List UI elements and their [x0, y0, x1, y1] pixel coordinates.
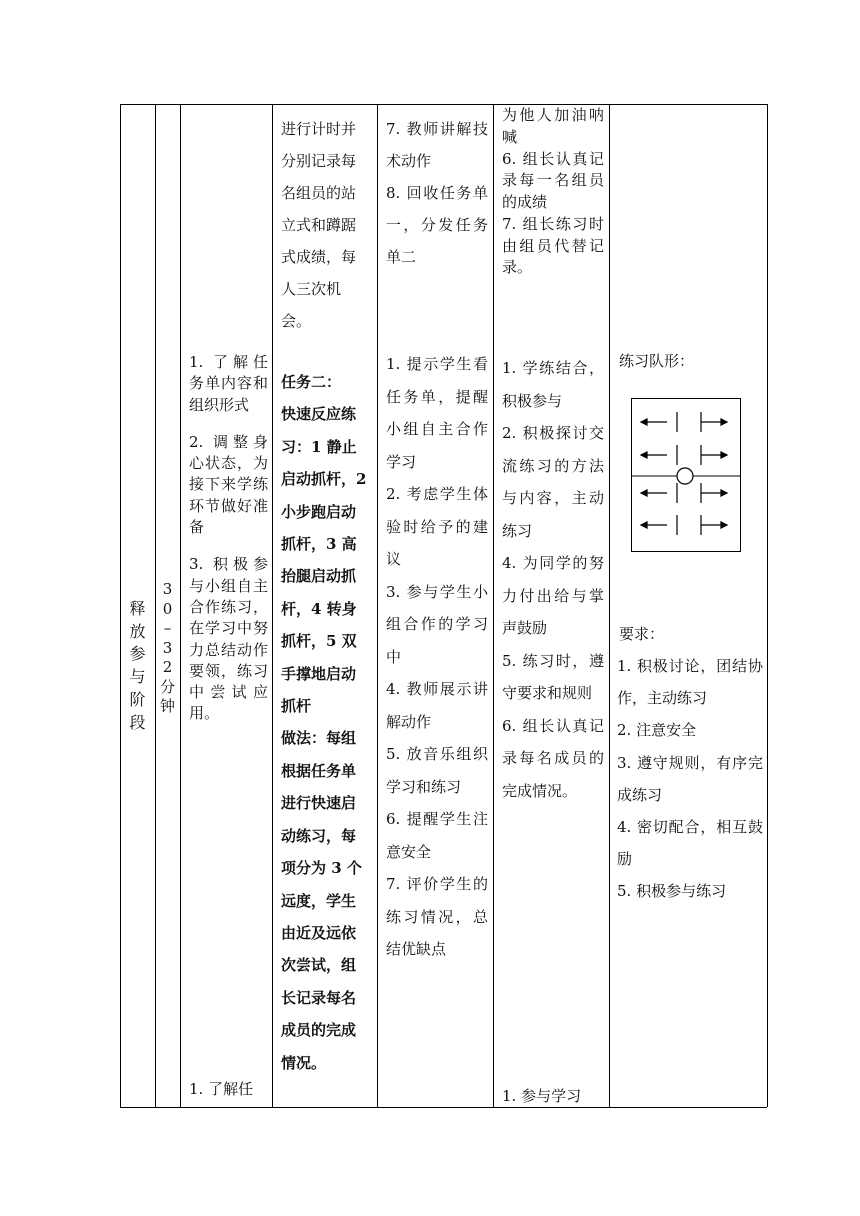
task2-line: 杆，4 转身: [281, 599, 357, 618]
task2-line: 动练习，每: [281, 826, 357, 845]
border-col3: [272, 104, 273, 1107]
content-line: 分别记录每: [281, 152, 357, 170]
student-step: 6. 组长认真记录每名成员的完成情况。: [502, 716, 604, 800]
time-cell: [155, 580, 180, 717]
stage-label-char: 段: [129, 712, 146, 732]
stage-label-char: 阶: [129, 689, 146, 709]
formation-diagram: [631, 398, 741, 552]
formation-label: 练习队形：: [619, 352, 695, 370]
teacher-step: 5. 放音乐组织学习和练习: [386, 745, 488, 796]
goals-cell: [189, 352, 268, 725]
task2-line: 次尝试，组: [281, 956, 357, 975]
task2-line: 根据任务单: [281, 761, 357, 780]
requirement-item: 5. 积极参与练习: [617, 882, 727, 901]
student-main: [502, 352, 604, 807]
task2-line: 成员的完成: [281, 1021, 357, 1040]
goal-item-2: 2. 调整身心状态，为接下来学练环节做好准备: [189, 432, 268, 537]
requirements-list: [617, 650, 763, 908]
requirement-item: 3. 遵守规则，有序完成练习: [617, 753, 763, 804]
task2-line: 由近及远依: [281, 923, 357, 942]
student-step: 1. 学练结合，积极参与: [502, 359, 604, 410]
requirement-item: 4. 密切配合，相互鼓励: [617, 818, 763, 869]
requirements-title: 要求：: [619, 625, 665, 643]
time-label-char: 2: [162, 658, 173, 676]
teacher-step: 7. 教师讲解技术动作: [386, 120, 488, 170]
student-bottom: 1. 参与学习: [502, 1087, 582, 1105]
student-step: 6. 组长认真记录每一名组员的成绩: [502, 149, 604, 211]
border-col2: [180, 104, 181, 1107]
teacher-main: [386, 348, 488, 966]
border-top: [120, 104, 767, 105]
task2-line: 情况。: [281, 1053, 327, 1072]
student-step: 4. 为同学的努力付出给与掌声鼓励: [502, 554, 604, 637]
center-circle: [677, 468, 693, 484]
stage-cell: [120, 598, 155, 734]
task2-line: 习：1 静止: [281, 437, 357, 456]
task2-line: 快速反应练: [281, 405, 357, 424]
stage-label-char: 参: [129, 644, 146, 664]
teacher-top: [386, 113, 488, 273]
task2-line: 进行快速启: [281, 794, 357, 813]
student-step: 5. 练习时，遵守要求和规则: [502, 651, 604, 702]
student-top: [502, 105, 604, 279]
student-step: 为他人加油呐喊: [502, 106, 604, 146]
content-line: 会。: [281, 312, 312, 330]
task2-line: 抓杆: [281, 697, 312, 716]
border-bottom: [120, 1107, 767, 1108]
teacher-step: 7. 评价学生的练习情况，总结优缺点: [386, 875, 488, 958]
time-label-char: 分: [159, 677, 175, 696]
time-label-char: 3: [162, 638, 173, 657]
stage-label-char: 放: [129, 621, 146, 641]
teacher-step: 8. 回收任务单一，分发任务单二: [386, 184, 488, 266]
content-top: [281, 113, 369, 337]
content-line: 进行计时并: [281, 120, 357, 138]
task2-line: 做法：每组: [281, 729, 357, 748]
goal-item-3: 3. 积极参与小组自主合作练习，在学习中努力总结动作要领，练习中尝试应用。: [189, 555, 268, 723]
border-col6: [609, 104, 610, 1107]
task2-line: 抓杆，3 高: [281, 535, 357, 554]
time-label-char: 钟: [159, 697, 175, 715]
task2-line: 抬腿启动抓: [281, 567, 357, 586]
goals-bottom: 1. 了解任: [189, 1080, 254, 1098]
content-task2: [281, 366, 371, 1079]
teacher-step: 4. 教师展示讲解动作: [386, 680, 488, 731]
requirement-item: 2. 注意安全: [617, 721, 697, 740]
teacher-step: 6. 提醒学生注意安全: [386, 810, 488, 861]
content-line: 名组员的站: [281, 184, 357, 202]
task2-line: 小步跑启动: [281, 502, 357, 521]
task2-line: 启动抓杆，2: [281, 470, 367, 489]
task2-line: 远度，学生: [281, 891, 357, 910]
time-label-char: –: [163, 619, 172, 637]
requirement-item: 1. 积极讨论，团结协作，主动练习: [617, 657, 763, 708]
content-line: 立式和蹲踞: [281, 216, 357, 234]
teacher-step: 2. 考虑学生体验时给予的建议: [386, 485, 488, 568]
content-line: 式成绩，每: [281, 248, 357, 266]
border-col5: [493, 104, 494, 1107]
stage-label-char: 释: [129, 599, 146, 618]
time-label-char: 0: [162, 599, 173, 618]
time-label-char: 3: [162, 580, 173, 598]
task2-line: 长记录每名: [281, 988, 357, 1007]
stage-label-char: 与: [129, 667, 146, 687]
goal-item-1: 1. 了解任务单内容和组织形式: [189, 353, 268, 414]
task2-line: 任务二：: [281, 373, 342, 391]
student-step: 2. 积极探讨交流练习的方法与内容，主动练习: [502, 424, 604, 540]
teacher-step: 1. 提示学生看任务单，提醒小组自主合作学习: [386, 355, 488, 471]
border-col4: [377, 104, 378, 1107]
student-step: 7. 组长练习时由组员代替记录。: [502, 214, 604, 277]
border-right: [767, 104, 768, 1107]
task2-line: 项分为 3 个: [281, 859, 362, 878]
task2-line: 抓杆，5 双: [281, 632, 357, 651]
content-line: 人三次机: [281, 280, 342, 298]
teacher-step: 3. 参与学生小组合作的学习中: [386, 582, 488, 666]
task2-line: 手撑地启动: [281, 664, 357, 683]
